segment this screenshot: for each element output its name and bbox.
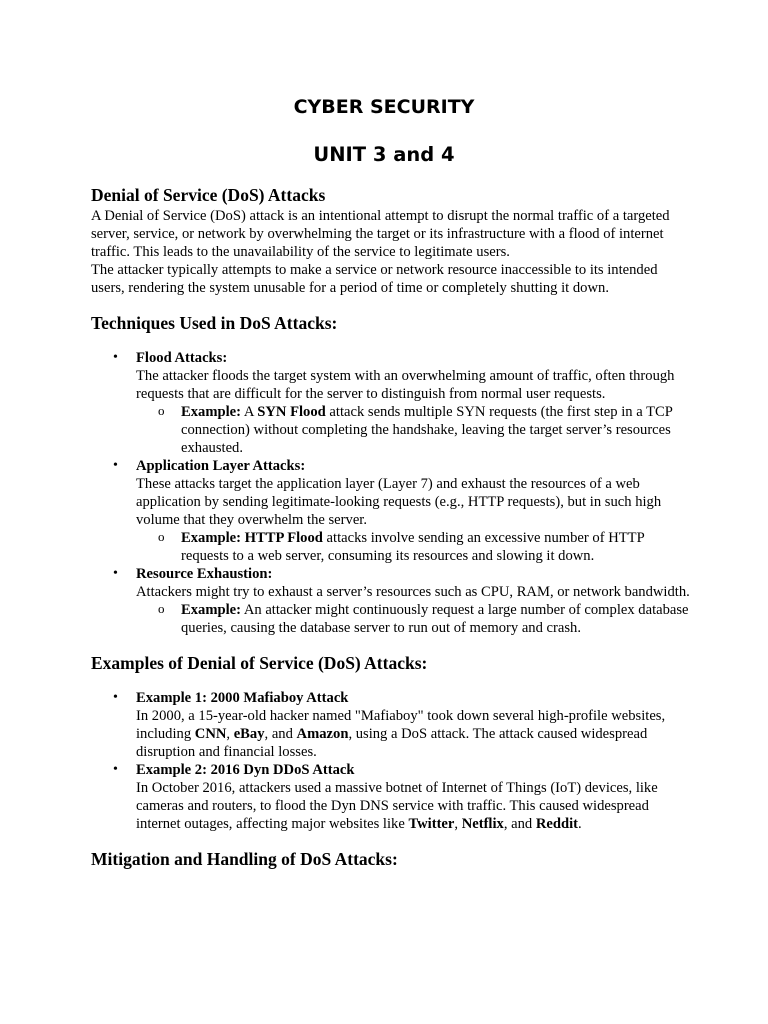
item-text: , and xyxy=(503,816,536,832)
list-item xyxy=(91,689,691,761)
sub-list-item xyxy=(136,601,691,637)
sub-list-item xyxy=(136,403,691,457)
item-title: Example 2: 2016 Dyn DDoS Attack xyxy=(136,762,355,778)
example-text: attacks involve sending an excessive number of HTTP requests to a web server, consuming its resources and slowing it down. xyxy=(181,530,645,564)
section-heading-dos: Denial of Service (DoS) Attacks xyxy=(91,185,326,205)
example-label: Example: xyxy=(181,404,241,420)
sub-list xyxy=(136,529,691,565)
item-bold: Netflix xyxy=(461,816,504,832)
list-item xyxy=(91,761,691,833)
item-bold: CNN xyxy=(194,726,227,742)
item-text: , using a DoS attack. The attack caused widespread disruption and financial losses. xyxy=(136,726,648,760)
example-text: An attacker might continuously request a large number of complex database queries, causing the database server to run out of memory and crash. xyxy=(181,602,689,636)
section-heading-techniques: Techniques Used in DoS Attacks: xyxy=(91,313,338,333)
item-title: Example 1: 2000 Mafiaboy Attack xyxy=(136,690,349,706)
item-text: In October 2016, attackers used a massive botnet of Internet of Things (IoT) devices, like cameras and routers, to flood the Dyn DNS service with traffic. This caused widespread internet outages, affecting major websites like xyxy=(136,780,658,832)
sub-list xyxy=(136,601,691,637)
item-text: . xyxy=(578,816,582,832)
item-description: The attacker floods the target system with an overwhelming amount of traffic, often through requests that are difficult for the server to distinguish from normal user requests. xyxy=(136,368,675,402)
item-text: , xyxy=(226,726,234,742)
item-title: Flood Attacks: xyxy=(136,350,228,366)
example-text: A xyxy=(241,404,258,420)
document-body xyxy=(91,183,691,871)
item-text: In 2000, a 15-year-old hacker named "Mafiaboy" took down several high-profile websites, including xyxy=(136,708,666,742)
item-bold: Reddit xyxy=(535,816,579,832)
paragraph: A Denial of Service (DoS) attack is an intentional attempt to disrupt the normal traffic of a targeted server, service, or network by overwhelming the target or its infrastructure with a flood of internet traffic. This leads to the unavailability of the service to legitimate users. xyxy=(91,208,670,260)
example-label: Example: HTTP Flood xyxy=(181,530,323,546)
item-title: Resource Exhaustion: xyxy=(136,566,273,582)
techniques-list xyxy=(91,349,691,637)
item-bold: Twitter xyxy=(408,816,455,832)
document-title: CYBER SECURITY xyxy=(293,96,475,118)
section-heading-examples: Examples of Denial of Service (DoS) Attacks: xyxy=(91,653,428,673)
list-item xyxy=(91,565,691,637)
item-text: , and xyxy=(264,726,297,742)
item-title: Application Layer Attacks: xyxy=(136,458,306,474)
sub-list xyxy=(136,403,691,457)
list-item xyxy=(91,349,691,457)
example-label: Example: xyxy=(181,602,241,618)
paragraph: The attacker typically attempts to make a service or network resource inaccessible to its intended users, rendering the system unusable for a period of time or completely shutting it down. xyxy=(91,262,658,296)
document-subtitle: UNIT 3 and 4 xyxy=(313,143,455,166)
sub-list-item xyxy=(136,529,691,565)
list-item xyxy=(91,457,691,565)
item-description: These attacks target the application layer (Layer 7) and exhaust the resources of a web application by sending legitimate-looking requests (e.g., HTTP requests), but in such high volume that they overwhelm the server. xyxy=(136,476,662,528)
examples-list xyxy=(91,689,691,833)
section-heading-mitigation: Mitigation and Handling of DoS Attacks: xyxy=(91,849,398,869)
item-text: , xyxy=(454,816,462,832)
item-bold: eBay xyxy=(233,726,265,742)
item-bold: Amazon xyxy=(296,726,349,742)
item-description: Attackers might try to exhaust a server’s resources such as CPU, RAM, or network bandwidth. xyxy=(136,584,690,600)
example-text: attack sends multiple SYN requests (the first step in a TCP connection) without completing the handshake, leaving the target server’s resources exhausted. xyxy=(181,404,673,456)
example-bold: SYN Flood xyxy=(257,404,326,420)
